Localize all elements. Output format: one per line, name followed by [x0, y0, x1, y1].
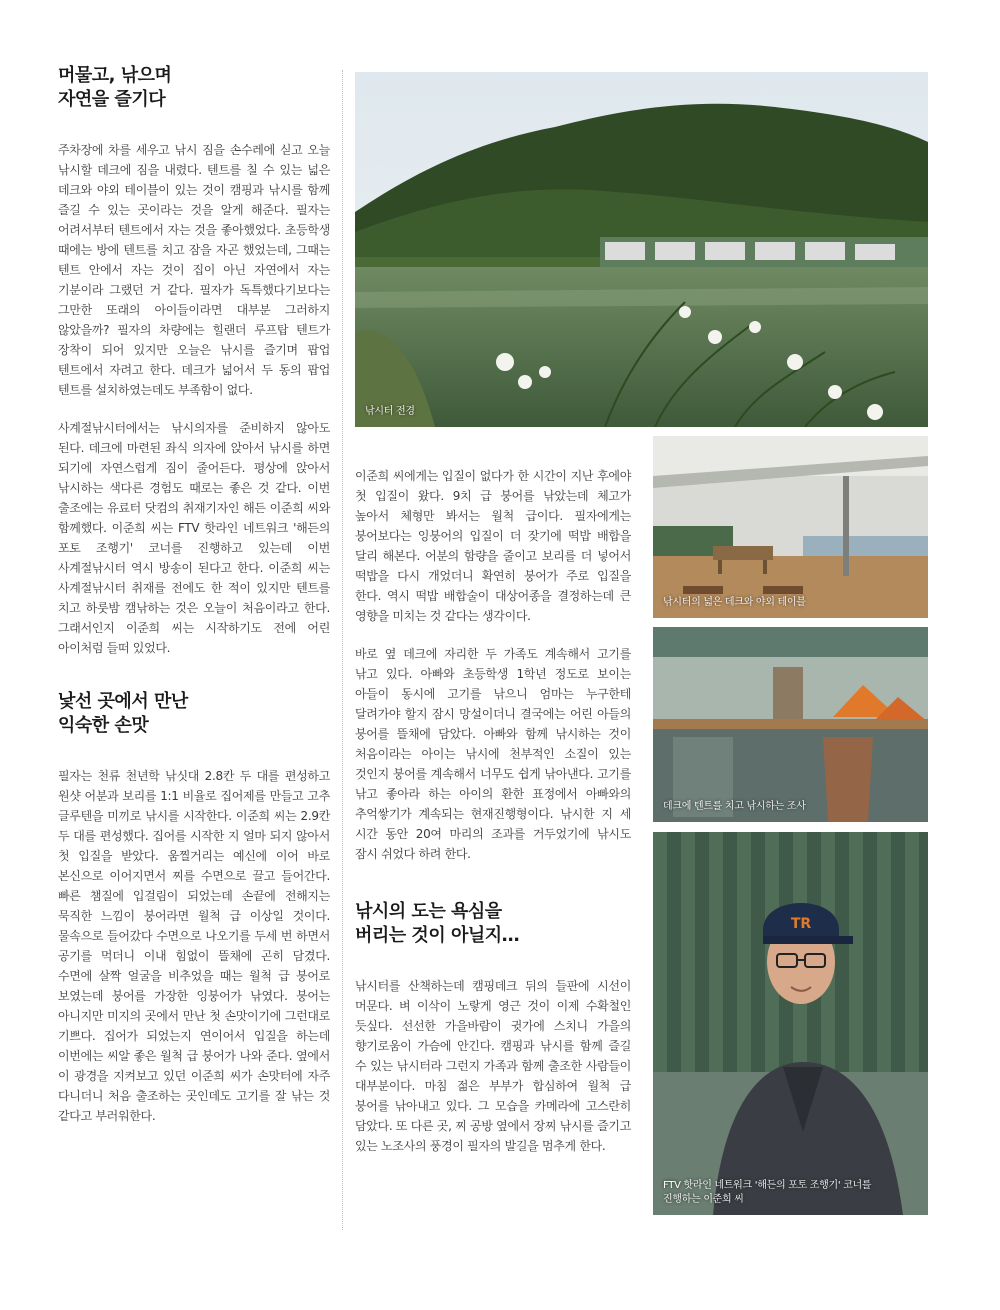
svg-text:TR: TR — [790, 916, 812, 932]
section-heading-2 — [58, 690, 330, 738]
deck-illustration — [653, 436, 928, 618]
photo-lake-panorama — [355, 72, 928, 427]
tent-illustration — [653, 627, 928, 822]
paragraph: 사계절낚시터에서는 낚시의자를 준비하지 않아도 된다. 데크에 마련된 좌식 의자에 앉아서 낚시를 하면 되기에 자연스럽게 짐이 줄어든다. 평상에 앉아서 낚시하는 색다른 경험도 때로는 좋은 것 같다. 이번 출조에는 유료터 닷컴의 취재기자인 해든 이준희 씨와 함께했다. 이준희 씨는 FTV 핫라인 네트워크 '해든의 포토 조행기' 코너를 진행하고 있는데 이번 사계절낚시터 역시 방송이 된다고 한다. 이준희 씨는 사계절낚시터 취재를 전에도 한 적이 있지만 텐트를 치고 하룻밤 캠낚하는 것은 오늘이 처음이라고 한다. 그래서인지 이준희 씨는 시작하기도 전에 어린 아이처럼 들떠 있었다. — [58, 421, 330, 655]
photo-tent-deck — [653, 627, 928, 822]
paragraph: 주차장에 차를 세우고 낚시 짐을 손수레에 싣고 오늘 낚시할 데크에 짐을 내렸다. 텐트를 칠 수 있는 넓은 데크와 야외 테이블이 있는 것이 캠핑과 낚시를 함께 즐길 수 있는 곳이라는 것을 알게 해준다. 필자는 어려서부터 텐트에서 자는 것을 좋아했었다. 초등학생 때에는 방에 텐트를 치고 잠을 자곤 했었는데, 그때는 텐트 안에서 자는 것이 집이 아닌 자연에서 자는 기분이라 그랬던 거 같다. 필자가 독특했다기보다는 그만한 또래의 아이들이라면 대부분 그러하지 않았을까? 필자의 차량에는 힐랜더 루프탑 텐트가 장착이 되어 있지만 오늘은 낚시를 즐기며 팝업 텐트에서 자려고 한다. 데크가 넓어서 두 동의 팝업 텐트를 설치하였는데도 부족함이 없다. — [58, 143, 330, 397]
column-divider — [342, 70, 343, 1230]
heading-line: 익숙한 손맛 — [58, 715, 149, 736]
left-column — [58, 64, 330, 1126]
lake-illustration — [355, 72, 928, 427]
portrait-illustration — [653, 832, 928, 1215]
middle-column — [355, 466, 631, 1156]
paragraph: 필자는 천류 천년학 낚싯대 2.8칸 두 대를 편성하고 원샷 어분과 보리를 1:1 비율로 집어제를 만들고 고추 글루텐을 미끼로 낚시를 시작한다. 이준희 씨는 2.9칸 두 대를 편성했다. 집어를 시작한 지 얼마 되지 않아서 첫 입질을 받았다. 움찔거리는 예신에 이어 바로 본신으로 이어지면서 찌를 수면으로 끌고 들어간다. 빠른 챔질에 입걸림이 되었는데 손끝에 전해지는 묵직한 느낌이 붕어라면 월척 급 이상일 것이다. 물속으로 들어갔다 수면으로 나오기를 두세 번 하면서 공기를 먹더니 이내 힘없이 뜰채에 곤히 담겼다. 수면에 살짝 얼굴을 비추었을 때는 월척 급 붕어로 보였는데 붕어를 가장한 잉붕어가 낚였다. 붕어는 아니지만 미지의 곳에서 만난 첫 손맛이기에 그런대로 기쁘다. 집어가 되었는지 연이어서 입질을 하는데 이번에는 씨알 좋은 월척 급 붕어가 나와 준다. 옆에서 이 광경을 지켜보고 있던 이준희 씨가 손맛터에 자주 다니더니 처음 출조하는 곳인데도 고기를 잘 낚는 것 같다고 부러워한다. — [58, 769, 330, 1123]
heading-line: 낚시의 도는 욕심을 — [355, 901, 502, 922]
photo-portrait — [653, 832, 928, 1215]
photo-deck-tables — [653, 436, 928, 618]
paragraph: 바로 옆 데크에 자리한 두 가족도 계속해서 고기를 낚고 있다. 아빠와 초등학생 1학년 정도로 보이는 아들이 동시에 고기를 낚으니 엄마는 누구한테 달려가야 할지 잠시 망설이더니 결국에는 어린 아들의 붕어를 뜰채에 담았다. 아빠와 함께 낚시하는 것이 처음이라는 아이는 낚시에 천부적인 소질이 있는 것인지 붕어를 계속해서 너무도 쉽게 낚아낸다. 고기를 낚고 좋아라 하는 아이의 환한 표정에서 아빠와의 추억쌓기가 계속되는 현재진행형이다. 낚시한 지 세 시간 동안 20여 마리의 조과를 거두었기에 낚시도 잠시 쉬었다 하려 한다. — [355, 647, 631, 861]
heading-line: 자연을 즐기다 — [58, 89, 166, 110]
photo-caption: 낚시터 전경 — [365, 406, 415, 417]
section-heading-1 — [58, 64, 330, 112]
paragraph: 낚시터를 산책하는데 캠핑데크 뒤의 들판에 시선이 머문다. 벼 이삭이 노랗게 영근 것이 이제 수확철인 듯싶다. 선선한 가을바람이 귓가에 스치니 가을의 향기로움이 가슴에 안긴다. 캠핑과 낚시를 함께 즐길 수 있는 낚시터라 그런지 가족과 함께 출조한 사람들이 대부분이다. 마침 젊은 부부가 합심하여 월척 급 붕어를 낚아내고 있다. 그 모습을 카메라에 고스란히 담았다. 또 다른 곳, 찌 공방 옆에서 장찌 낚시를 즐기고 있는 노조사의 풍경이 필자의 발길을 멈추게 한다. — [355, 979, 631, 1153]
heading-line: 버리는 것이 아닐지… — [355, 925, 520, 946]
photo-caption: 낚시터의 넓은 데크와 야외 테이블 — [663, 597, 806, 608]
photo-caption: 데크에 텐트를 치고 낚시하는 조사 — [663, 801, 806, 812]
heading-line: 낯선 곳에서 만난 — [58, 691, 188, 712]
heading-line: 머물고, 낚으며 — [58, 65, 172, 86]
section-heading-3 — [355, 900, 631, 948]
photo-caption: FTV 핫라인 네트워크 '해든의 포토 조행기' 코너를 진행하는 이준희 씨 — [663, 1180, 872, 1205]
paragraph: 이준희 씨에게는 입질이 없다가 한 시간이 지난 후에야 첫 입질이 왔다. 9치 급 붕어를 낚았는데 체고가 높아서 체형만 봐서는 월척 급이다. 필자에게는 붕어보다는 잉붕어의 입질이 더 잦기에 떡밥 배합을 달리 해본다. 어분의 함량을 줄이고 보리를 더 넣어서 떡밥을 다시 개었더니 확연히 붕어가 주로 입질을 한다. 역시 떡밥 배합술이 대상어종을 결정하는데 큰 영향을 미치는 것 같다는 생각이다. — [355, 469, 631, 623]
